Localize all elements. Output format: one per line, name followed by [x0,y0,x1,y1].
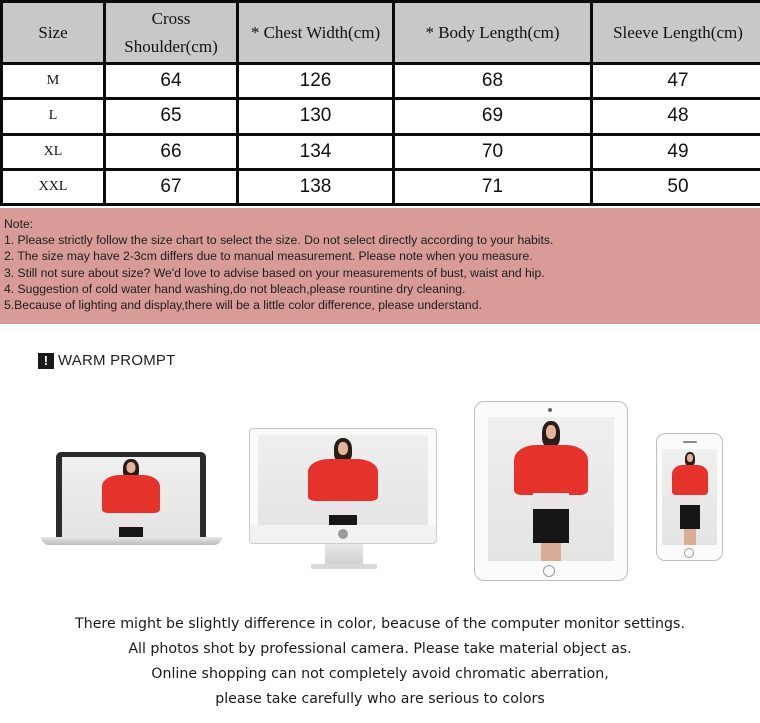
disclaimer-line: please take carefully who are serious to colors [215,691,545,707]
header-cross-shoulder [106,3,236,62]
note-line: 1. Please strictly follow the size chart to select the size. Do not select directly according to your habits. [4,233,554,248]
note-line: 5.Because of lighting and display,there will be a little color difference, please understand. [4,298,482,313]
size-cell: XXL [3,171,103,203]
chest-cell: 126 [239,65,392,97]
color-disclaimer [0,612,760,712]
size-cell: L [3,100,103,132]
header-chest-width: * Chest Width(cm) [239,3,392,62]
header-cross-shoulder-line2: Shoulder(cm) [124,36,218,56]
shoulder-cell: 64 [106,65,236,97]
device-illustrations [0,395,760,595]
sleeve-cell: 49 [593,136,760,168]
size-cell: M [3,65,103,97]
body-cell: 70 [395,136,590,168]
monitor-photo [258,435,428,527]
chest-cell: 138 [239,171,392,203]
size-row-m [3,65,760,97]
size-chart-header-row [3,3,760,62]
shoulder-cell: 66 [106,136,236,168]
phone-photo [662,449,717,545]
chest-cell: 134 [239,136,392,168]
header-size: Size [3,3,103,62]
care-notes-box [0,208,760,324]
size-row-xxl [3,171,760,203]
body-cell: 68 [395,65,590,97]
disclaimer-line: There might be slightly difference in color, beacuse of the computer monitor settings. [75,616,685,632]
tablet-home-button [543,565,555,577]
size-cell: XL [3,136,103,168]
body-cell: 71 [395,171,590,203]
sleeve-cell: 48 [593,100,760,132]
phone-speaker [683,441,697,443]
header-body-length: * Body Length(cm) [395,3,590,62]
note-line: 4. Suggestion of cold water hand washing,do not bleach,please rountine dry cleaning. [4,281,466,296]
tablet-photo [488,417,614,561]
chest-cell: 130 [239,100,392,132]
shoulder-cell: 65 [106,100,236,132]
body-cell: 69 [395,100,590,132]
sleeve-cell: 50 [593,171,760,203]
notes-title: Note: [4,217,34,231]
tablet-camera [548,408,552,412]
monitor-stand [325,544,363,566]
size-chart-table [0,0,760,206]
header-sleeve-length: Sleeve Length(cm) [593,3,760,62]
shoulder-cell: 67 [106,171,236,203]
phone-home-button [684,548,694,558]
monitor-foot [311,564,377,569]
exclamation-icon: ! [38,353,54,369]
laptop-photo [62,457,200,537]
header-cross-shoulder-line1: Cross [151,8,191,28]
disclaimer-line: Online shopping can not completely avoid chromatic aberration, [151,666,609,682]
note-line: 3. Still not sure about size? We'd love to advise based on your measurements of bust, waist and hip. [4,265,545,280]
note-line: 2. The size may have 2-3cm differs due to manual measurement. Please note when you measure. [4,249,533,264]
warm-prompt-heading [38,352,175,369]
size-row-xl [3,136,760,168]
size-row-l [3,100,760,132]
disclaimer-line: All photos shot by professional camera. Please take material object as. [128,641,632,657]
laptop-base [41,537,222,545]
apple-logo-icon [338,529,348,539]
warm-prompt-label: WARM PROMPT [58,352,176,369]
sleeve-cell: 47 [593,65,760,97]
